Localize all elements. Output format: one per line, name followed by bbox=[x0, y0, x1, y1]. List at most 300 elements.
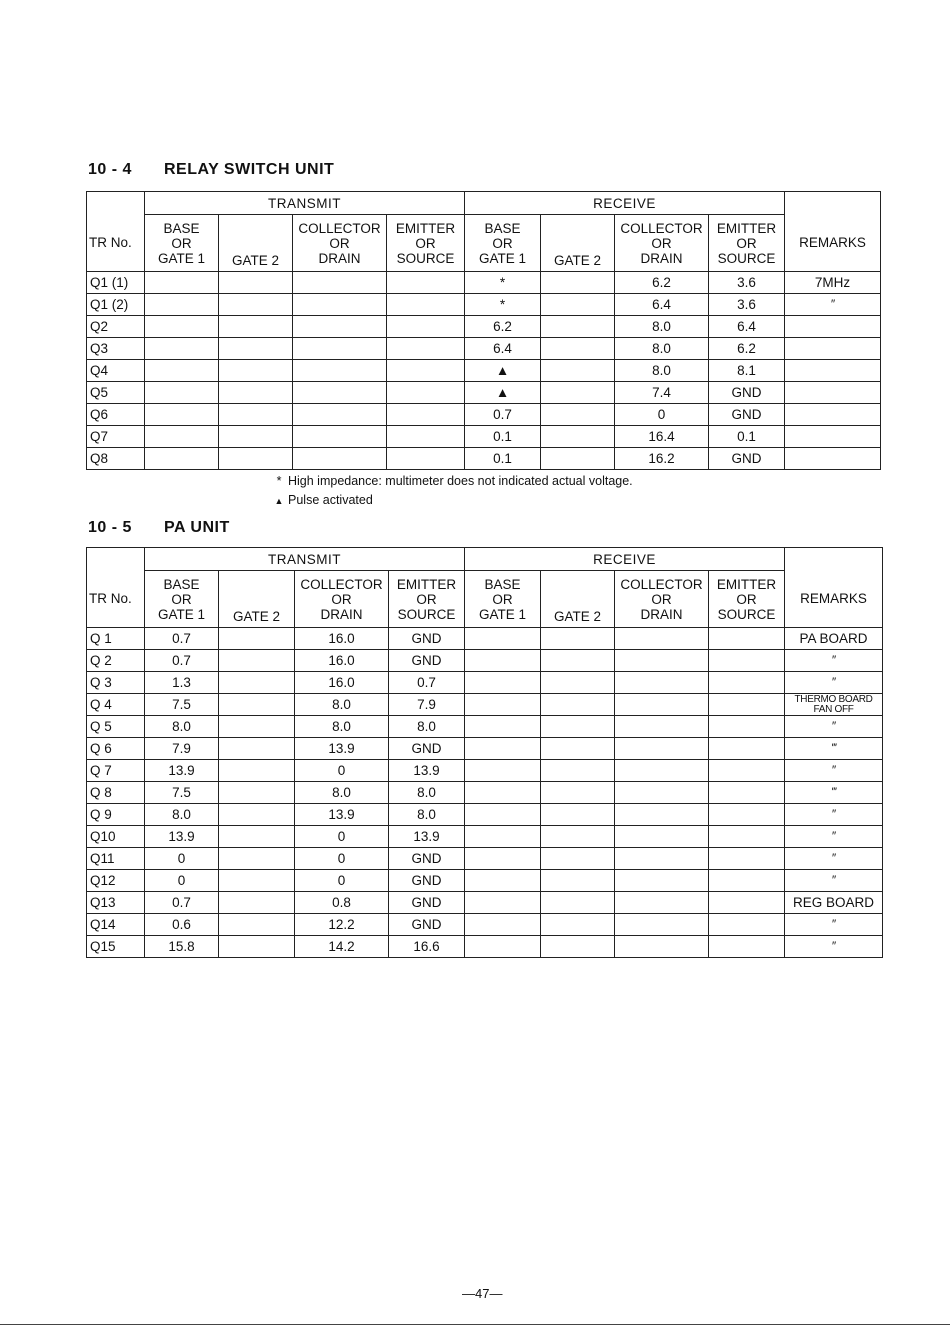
tx-base-cell bbox=[145, 272, 219, 294]
tx-collector-cell: 12.2 bbox=[295, 914, 389, 936]
tx-base-header: BASE OR GATE 1 bbox=[145, 571, 219, 628]
tx-collector-cell bbox=[293, 404, 387, 426]
table-row bbox=[87, 404, 881, 426]
tr-no-cell: Q4 bbox=[87, 360, 145, 382]
remarks-header: REMARKS bbox=[785, 215, 881, 272]
rx-collector-cell: 8.0 bbox=[615, 360, 709, 382]
tr-no-cell: Q11 bbox=[87, 848, 145, 870]
rx-collector-cell bbox=[615, 760, 709, 782]
rx-base-cell bbox=[465, 672, 541, 694]
tx-gate2-cell bbox=[219, 672, 295, 694]
tx-base-cell: 0 bbox=[145, 870, 219, 892]
remarks-cell: 7MHz bbox=[785, 272, 881, 294]
relay-table-body bbox=[87, 272, 881, 470]
table-row bbox=[87, 804, 883, 826]
rx-gate2-cell bbox=[541, 382, 615, 404]
rx-base-cell bbox=[465, 760, 541, 782]
tx-base-header: BASE OR GATE 1 bbox=[145, 215, 219, 272]
rx-gate2-cell bbox=[541, 892, 615, 914]
rx-gate2-cell bbox=[541, 848, 615, 870]
table-row bbox=[87, 294, 881, 316]
tr-no-cell: Q5 bbox=[87, 382, 145, 404]
pa-section-title bbox=[88, 519, 230, 537]
rx-collector-cell bbox=[615, 914, 709, 936]
tx-emitter-cell bbox=[387, 382, 465, 404]
table-row bbox=[87, 672, 883, 694]
tx-gate2-cell bbox=[219, 338, 293, 360]
rx-base-cell: * bbox=[465, 294, 541, 316]
rx-base-cell: 0.1 bbox=[465, 426, 541, 448]
rx-gate2-cell bbox=[541, 870, 615, 892]
table-row bbox=[87, 338, 881, 360]
rx-base-cell: 0.7 bbox=[465, 404, 541, 426]
tx-collector-cell: 0 bbox=[295, 870, 389, 892]
rx-emitter-cell bbox=[709, 914, 785, 936]
rx-collector-cell bbox=[615, 826, 709, 848]
relay-section-title bbox=[88, 161, 334, 179]
tx-base-cell: 8.0 bbox=[145, 716, 219, 738]
rx-emitter-cell bbox=[709, 804, 785, 826]
transmit-group-header: TRANSMIT bbox=[145, 548, 465, 571]
tr-no-cell: Q14 bbox=[87, 914, 145, 936]
tx-gate2-cell bbox=[219, 294, 293, 316]
tx-collector-cell: 8.0 bbox=[295, 716, 389, 738]
rx-gate2-cell bbox=[541, 782, 615, 804]
rx-collector-cell bbox=[615, 848, 709, 870]
remarks-cell bbox=[785, 426, 881, 448]
tx-collector-cell bbox=[293, 360, 387, 382]
tx-base-cell: 0.7 bbox=[145, 892, 219, 914]
rx-emitter-cell bbox=[709, 628, 785, 650]
tx-emitter-cell bbox=[387, 294, 465, 316]
rx-emitter-cell bbox=[709, 672, 785, 694]
table-row bbox=[87, 360, 881, 382]
tx-emitter-cell: GND bbox=[389, 738, 465, 760]
rx-gate2-cell bbox=[541, 650, 615, 672]
tx-collector-cell bbox=[293, 294, 387, 316]
rx-emitter-cell bbox=[709, 760, 785, 782]
tx-gate2-header: GATE 2 bbox=[219, 571, 295, 628]
rx-collector-header: COLLECTOR OR DRAIN bbox=[615, 215, 709, 272]
rx-gate2-cell bbox=[541, 760, 615, 782]
tx-collector-cell bbox=[293, 338, 387, 360]
rx-collector-cell: 0 bbox=[615, 404, 709, 426]
tx-collector-cell bbox=[293, 426, 387, 448]
rx-gate2-cell bbox=[541, 628, 615, 650]
tx-emitter-cell: GND bbox=[389, 628, 465, 650]
rx-base-cell bbox=[465, 870, 541, 892]
rx-collector-cell: 8.0 bbox=[615, 338, 709, 360]
note-pulse-activated: ▲ Pulse activated bbox=[270, 491, 633, 511]
remarks-cell: ″ bbox=[785, 848, 883, 870]
tx-gate2-cell bbox=[219, 892, 295, 914]
remarks-cell bbox=[785, 382, 881, 404]
remarks-cell bbox=[785, 448, 881, 470]
tx-collector-header: COLLECTOR OR DRAIN bbox=[293, 215, 387, 272]
rx-gate2-cell bbox=[541, 426, 615, 448]
tx-gate2-cell bbox=[219, 272, 293, 294]
tr-no-cell: Q 5 bbox=[87, 716, 145, 738]
rx-collector-cell bbox=[615, 870, 709, 892]
rx-gate2-cell bbox=[541, 738, 615, 760]
tx-collector-header: COLLECTOR OR DRAIN bbox=[295, 571, 389, 628]
tr-no-cell: Q7 bbox=[87, 426, 145, 448]
pa-table-body bbox=[87, 628, 883, 958]
tx-emitter-cell: 8.0 bbox=[389, 716, 465, 738]
tx-collector-cell: 14.2 bbox=[295, 936, 389, 958]
rx-emitter-cell: GND bbox=[709, 448, 785, 470]
rx-gate2-cell bbox=[541, 404, 615, 426]
tx-emitter-header: EMITTER OR SOURCE bbox=[389, 571, 465, 628]
rx-collector-cell bbox=[615, 804, 709, 826]
bottom-rule bbox=[0, 1324, 950, 1325]
tr-no-cell: Q1 (2) bbox=[87, 294, 145, 316]
remarks-cell: ″ bbox=[785, 804, 883, 826]
tx-base-cell bbox=[145, 382, 219, 404]
rx-collector-cell bbox=[615, 628, 709, 650]
rx-gate2-cell bbox=[541, 294, 615, 316]
tx-collector-cell: 13.9 bbox=[295, 804, 389, 826]
transmit-group-header: TRANSMIT bbox=[145, 192, 465, 215]
rx-collector-cell: 6.4 bbox=[615, 294, 709, 316]
tx-base-cell: 13.9 bbox=[145, 760, 219, 782]
tx-collector-cell: 16.0 bbox=[295, 628, 389, 650]
tx-gate2-cell bbox=[219, 716, 295, 738]
rx-collector-header: COLLECTOR OR DRAIN bbox=[615, 571, 709, 628]
tx-collector-cell bbox=[293, 316, 387, 338]
tx-emitter-cell bbox=[387, 272, 465, 294]
remarks-cell: ‴ bbox=[785, 782, 883, 804]
tx-collector-cell bbox=[293, 272, 387, 294]
tx-collector-cell: 0.8 bbox=[295, 892, 389, 914]
rx-base-cell bbox=[465, 738, 541, 760]
rx-emitter-cell bbox=[709, 870, 785, 892]
rx-base-cell bbox=[465, 848, 541, 870]
remarks-cell: ″ bbox=[785, 826, 883, 848]
tr-no-cell: Q 7 bbox=[87, 760, 145, 782]
tx-gate2-cell bbox=[219, 804, 295, 826]
table-row bbox=[87, 848, 883, 870]
rx-emitter-cell bbox=[709, 650, 785, 672]
rx-gate2-cell bbox=[541, 272, 615, 294]
tx-collector-cell bbox=[293, 448, 387, 470]
tx-gate2-cell bbox=[219, 826, 295, 848]
table-row bbox=[87, 628, 883, 650]
rx-emitter-cell: 6.4 bbox=[709, 316, 785, 338]
remarks-cell: ″ bbox=[785, 672, 883, 694]
rx-collector-cell: 16.4 bbox=[615, 426, 709, 448]
tx-collector-cell: 0 bbox=[295, 848, 389, 870]
rx-gate2-cell bbox=[541, 672, 615, 694]
tx-base-cell: 7.5 bbox=[145, 782, 219, 804]
pa-section-name: PA UNIT bbox=[164, 519, 230, 536]
table-row bbox=[87, 782, 883, 804]
rx-emitter-cell: 8.1 bbox=[709, 360, 785, 382]
asterisk-icon: * bbox=[276, 474, 282, 488]
receive-group-header: RECEIVE bbox=[465, 192, 785, 215]
rx-emitter-cell bbox=[709, 826, 785, 848]
tr-no-cell: Q3 bbox=[87, 338, 145, 360]
tx-emitter-cell: 13.9 bbox=[389, 760, 465, 782]
tx-gate2-cell bbox=[219, 760, 295, 782]
page-number: —47— bbox=[462, 1286, 503, 1301]
rx-gate2-cell bbox=[541, 826, 615, 848]
remarks-cell: REG BOARD bbox=[785, 892, 883, 914]
rx-base-cell bbox=[465, 782, 541, 804]
pa-voltage-table bbox=[86, 547, 883, 958]
rx-base-cell bbox=[465, 650, 541, 672]
rx-emitter-cell: 3.6 bbox=[709, 272, 785, 294]
tx-gate2-cell bbox=[219, 738, 295, 760]
table-row bbox=[87, 650, 883, 672]
rx-emitter-cell bbox=[709, 936, 785, 958]
rx-base-cell bbox=[465, 936, 541, 958]
tx-base-cell: 0.7 bbox=[145, 628, 219, 650]
tr-no-header: TR No. bbox=[87, 215, 145, 272]
tr-no-cell: Q 3 bbox=[87, 672, 145, 694]
tr-no-cell: Q 6 bbox=[87, 738, 145, 760]
corner-cell bbox=[785, 548, 883, 571]
tr-no-cell: Q1 (1) bbox=[87, 272, 145, 294]
tx-base-cell bbox=[145, 426, 219, 448]
tx-collector-cell: 16.0 bbox=[295, 672, 389, 694]
rx-emitter-cell: 0.1 bbox=[709, 426, 785, 448]
rx-gate2-cell bbox=[541, 914, 615, 936]
table-row bbox=[87, 826, 883, 848]
tx-collector-cell bbox=[293, 382, 387, 404]
relay-voltage-table bbox=[86, 191, 881, 470]
tx-base-cell bbox=[145, 448, 219, 470]
tx-gate2-cell bbox=[219, 870, 295, 892]
remarks-cell: ″ bbox=[785, 760, 883, 782]
table-row bbox=[87, 272, 881, 294]
tx-gate2-cell bbox=[219, 782, 295, 804]
remarks-cell: ‴ bbox=[785, 738, 883, 760]
tx-emitter-cell: GND bbox=[389, 848, 465, 870]
rx-gate2-header: GATE 2 bbox=[541, 571, 615, 628]
tr-no-cell: Q 2 bbox=[87, 650, 145, 672]
tx-emitter-cell bbox=[387, 426, 465, 448]
rx-collector-cell: 7.4 bbox=[615, 382, 709, 404]
table-row bbox=[87, 448, 881, 470]
tx-emitter-header: EMITTER OR SOURCE bbox=[387, 215, 465, 272]
tx-base-cell: 7.5 bbox=[145, 694, 219, 716]
rx-collector-cell bbox=[615, 738, 709, 760]
rx-emitter-cell bbox=[709, 738, 785, 760]
tx-base-cell: 0 bbox=[145, 848, 219, 870]
rx-base-cell bbox=[465, 694, 541, 716]
remarks-cell: ″ bbox=[785, 650, 883, 672]
tx-gate2-cell bbox=[219, 936, 295, 958]
tx-base-cell bbox=[145, 338, 219, 360]
rx-collector-cell bbox=[615, 782, 709, 804]
rx-gate2-cell bbox=[541, 694, 615, 716]
remarks-cell: ″ bbox=[785, 294, 881, 316]
remarks-cell: PA BOARD bbox=[785, 628, 883, 650]
tx-emitter-cell: 16.6 bbox=[389, 936, 465, 958]
rx-collector-cell bbox=[615, 672, 709, 694]
rx-collector-cell: 8.0 bbox=[615, 316, 709, 338]
remarks-cell bbox=[785, 360, 881, 382]
table-row bbox=[87, 914, 883, 936]
tx-gate2-cell bbox=[219, 448, 293, 470]
table-row bbox=[87, 316, 881, 338]
rx-gate2-cell bbox=[541, 360, 615, 382]
tr-no-cell: Q 8 bbox=[87, 782, 145, 804]
relay-section-number: 10 - 4 bbox=[88, 161, 132, 178]
rx-emitter-cell: GND bbox=[709, 404, 785, 426]
tr-no-cell: Q15 bbox=[87, 936, 145, 958]
tr-no-cell: Q 4 bbox=[87, 694, 145, 716]
table-row bbox=[87, 760, 883, 782]
tx-collector-cell: 8.0 bbox=[295, 782, 389, 804]
rx-gate2-cell bbox=[541, 338, 615, 360]
tx-emitter-cell bbox=[387, 404, 465, 426]
tx-gate2-header: GATE 2 bbox=[219, 215, 293, 272]
tr-no-header: TR No. bbox=[87, 571, 145, 628]
remarks-header: REMARKS bbox=[785, 571, 883, 628]
tr-no-cell: Q6 bbox=[87, 404, 145, 426]
remarks-cell: ″ bbox=[785, 936, 883, 958]
table-row bbox=[87, 716, 883, 738]
tx-emitter-cell: 8.0 bbox=[389, 804, 465, 826]
tx-base-cell bbox=[145, 316, 219, 338]
rx-emitter-cell: GND bbox=[709, 382, 785, 404]
tx-collector-cell: 0 bbox=[295, 826, 389, 848]
tx-base-cell bbox=[145, 404, 219, 426]
tx-emitter-cell: GND bbox=[389, 650, 465, 672]
tx-base-cell: 7.9 bbox=[145, 738, 219, 760]
rx-base-cell bbox=[465, 716, 541, 738]
tx-emitter-cell: 7.9 bbox=[389, 694, 465, 716]
remarks-cell: ″ bbox=[785, 716, 883, 738]
tr-no-cell: Q 9 bbox=[87, 804, 145, 826]
tx-base-cell: 0.7 bbox=[145, 650, 219, 672]
rx-base-cell bbox=[465, 804, 541, 826]
tx-emitter-cell: 8.0 bbox=[389, 782, 465, 804]
rx-emitter-header: EMITTER OR SOURCE bbox=[709, 215, 785, 272]
rx-base-cell: 6.2 bbox=[465, 316, 541, 338]
tx-base-cell: 8.0 bbox=[145, 804, 219, 826]
tr-no-cell: Q12 bbox=[87, 870, 145, 892]
tx-emitter-cell: 13.9 bbox=[389, 826, 465, 848]
rx-base-cell bbox=[465, 914, 541, 936]
tx-emitter-cell: 0.7 bbox=[389, 672, 465, 694]
tx-gate2-cell bbox=[219, 848, 295, 870]
tx-gate2-cell bbox=[219, 360, 293, 382]
tx-collector-cell: 8.0 bbox=[295, 694, 389, 716]
tx-emitter-cell: GND bbox=[389, 892, 465, 914]
tx-gate2-cell bbox=[219, 404, 293, 426]
rx-collector-cell: 16.2 bbox=[615, 448, 709, 470]
tx-collector-cell: 16.0 bbox=[295, 650, 389, 672]
tx-base-cell: 1.3 bbox=[145, 672, 219, 694]
tx-collector-cell: 0 bbox=[295, 760, 389, 782]
note-high-impedance: * High impedance: multimeter does not indicated actual voltage. bbox=[270, 472, 633, 491]
tx-collector-cell: 13.9 bbox=[295, 738, 389, 760]
rx-gate2-cell bbox=[541, 804, 615, 826]
rx-emitter-cell bbox=[709, 694, 785, 716]
corner-cell bbox=[87, 192, 145, 215]
rx-gate2-cell bbox=[541, 936, 615, 958]
remarks-cell: THERMO BOARD FAN OFF bbox=[785, 694, 883, 716]
tx-emitter-cell bbox=[387, 338, 465, 360]
tx-gate2-cell bbox=[219, 650, 295, 672]
receive-group-header: RECEIVE bbox=[465, 548, 785, 571]
rx-emitter-header: EMITTER OR SOURCE bbox=[709, 571, 785, 628]
rx-base-cell bbox=[465, 892, 541, 914]
triangle-icon: ▲ bbox=[274, 496, 284, 506]
corner-cell bbox=[785, 192, 881, 215]
rx-base-cell bbox=[465, 826, 541, 848]
tr-no-cell: Q 1 bbox=[87, 628, 145, 650]
table-row bbox=[87, 382, 881, 404]
rx-base-cell: 6.4 bbox=[465, 338, 541, 360]
relay-section-name: RELAY SWITCH UNIT bbox=[164, 161, 335, 178]
tx-base-cell: 15.8 bbox=[145, 936, 219, 958]
table-row bbox=[87, 870, 883, 892]
rx-collector-cell bbox=[615, 716, 709, 738]
remarks-cell bbox=[785, 404, 881, 426]
tx-emitter-cell: GND bbox=[389, 914, 465, 936]
tx-gate2-cell bbox=[219, 914, 295, 936]
table-row bbox=[87, 694, 883, 716]
tx-gate2-cell bbox=[219, 694, 295, 716]
rx-collector-cell: 6.2 bbox=[615, 272, 709, 294]
tx-base-cell bbox=[145, 294, 219, 316]
rx-base-cell: ▲ bbox=[465, 382, 541, 404]
rx-emitter-cell bbox=[709, 782, 785, 804]
rx-emitter-cell: 6.2 bbox=[709, 338, 785, 360]
tx-emitter-cell bbox=[387, 448, 465, 470]
tx-gate2-cell bbox=[219, 382, 293, 404]
tx-base-cell bbox=[145, 360, 219, 382]
rx-gate2-cell bbox=[541, 316, 615, 338]
tx-base-cell: 13.9 bbox=[145, 826, 219, 848]
remarks-cell bbox=[785, 338, 881, 360]
tr-no-cell: Q10 bbox=[87, 826, 145, 848]
rx-collector-cell bbox=[615, 694, 709, 716]
rx-base-cell bbox=[465, 628, 541, 650]
rx-gate2-header: GATE 2 bbox=[541, 215, 615, 272]
remarks-cell: ″ bbox=[785, 870, 883, 892]
tx-emitter-cell bbox=[387, 316, 465, 338]
tx-emitter-cell bbox=[387, 360, 465, 382]
tr-no-cell: Q2 bbox=[87, 316, 145, 338]
table-row bbox=[87, 738, 883, 760]
tr-no-cell: Q8 bbox=[87, 448, 145, 470]
pa-section-number: 10 - 5 bbox=[88, 519, 132, 536]
rx-emitter-cell bbox=[709, 848, 785, 870]
tx-gate2-cell bbox=[219, 628, 295, 650]
rx-gate2-cell bbox=[541, 448, 615, 470]
tx-base-cell: 0.6 bbox=[145, 914, 219, 936]
table-row bbox=[87, 426, 881, 448]
rx-collector-cell bbox=[615, 892, 709, 914]
rx-collector-cell bbox=[615, 650, 709, 672]
rx-base-cell: 0.1 bbox=[465, 448, 541, 470]
relay-notes bbox=[270, 472, 633, 511]
tx-gate2-cell bbox=[219, 426, 293, 448]
rx-gate2-cell bbox=[541, 716, 615, 738]
rx-emitter-cell: 3.6 bbox=[709, 294, 785, 316]
remarks-cell: ″ bbox=[785, 914, 883, 936]
table-row bbox=[87, 892, 883, 914]
rx-base-header: BASE OR GATE 1 bbox=[465, 215, 541, 272]
table-row bbox=[87, 936, 883, 958]
rx-base-header: BASE OR GATE 1 bbox=[465, 571, 541, 628]
rx-emitter-cell bbox=[709, 892, 785, 914]
